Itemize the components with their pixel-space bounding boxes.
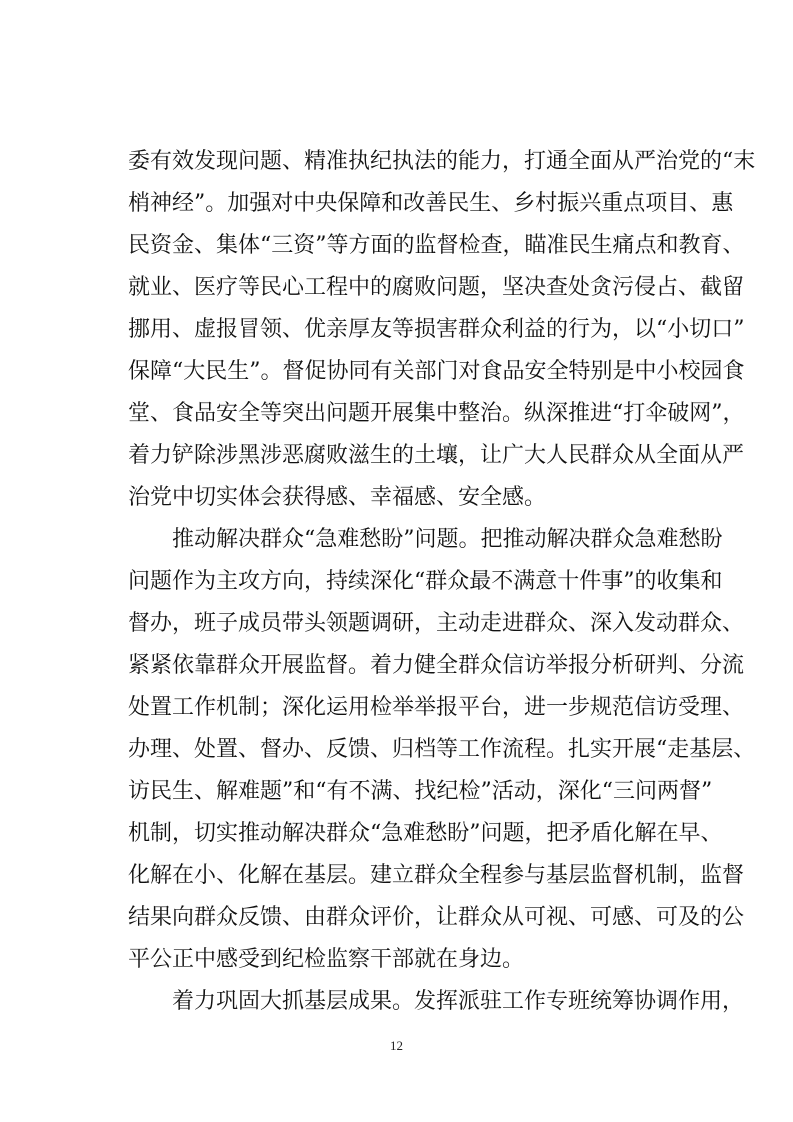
text-line: 保障“大民生”。督促协同有关部门对食品安全特别是中小校园食 — [128, 359, 745, 384]
text-line: 民资金、集体“三资”等方面的监督检查，瞄准民生痛点和教育、 — [128, 233, 745, 258]
text-line: 委有效发现问题、精准执纪执法的能力，打通全面从严治党的“末 — [128, 149, 756, 174]
page-number: 12 — [390, 1038, 403, 1053]
text-line: 挪用、虚报冒领、优亲厚友等损害群众利益的行为，以“小切口” — [128, 317, 745, 342]
text-line: 督办，班子成员带头领题调研，主动走进群众、深入发动群众、 — [128, 611, 745, 636]
text-line: 访民生、解难题”和“有不满、找纪检”活动，深化“三问两督” — [128, 779, 713, 804]
text-line: 处置工作机制；深化运用检举举报平台，进一步规范信访受理、 — [128, 695, 745, 720]
text-line: 梢神经”。加强对中央保障和改善民生、乡村振兴重点项目、惠 — [128, 191, 734, 216]
paragraph-heading-line: 推动解决群众“急难愁盼”问题。把推动解决群众急难愁盼 — [172, 527, 723, 552]
paragraph-heading-line: 着力巩固大抓基层成果。发挥派驻工作专班统筹协调作用， — [172, 989, 745, 1014]
text-line: 就业、医疗等民心工程中的腐败问题，坚决查处贪污侵占、截留 — [128, 275, 745, 300]
text-line: 治党中切实体会获得感、幸福感、安全感。 — [128, 485, 547, 510]
text-line: 堂、食品安全等突出问题开展集中整治。纵深推进“打伞破网”， — [128, 401, 745, 426]
text-line: 紧紧依靠群众开展监督。着力健全群众信访举报分析研判、分流 — [128, 653, 745, 678]
text-line: 化解在小、化解在基层。建立群众全程参与基层监督机制，监督 — [128, 863, 745, 888]
text-line: 办理、处置、督办、反馈、归档等工作流程。扎实开展“走基层、 — [128, 737, 756, 762]
text-line: 平公正中感受到纪检监察干部就在身边。 — [128, 947, 525, 972]
text-line: 结果向群众反馈、由群众评价，让群众从可视、可感、可及的公 — [128, 905, 745, 930]
text-line: 问题作为主攻方向，持续深化“群众最不满意十件事”的收集和 — [128, 569, 723, 594]
text-line: 着力铲除涉黑涉恶腐败滋生的土壤，让广大人民群众从全面从严 — [128, 443, 745, 468]
text-line: 机制，切实推动解决群众“急难愁盼”问题，把矛盾化解在早、 — [128, 821, 723, 846]
